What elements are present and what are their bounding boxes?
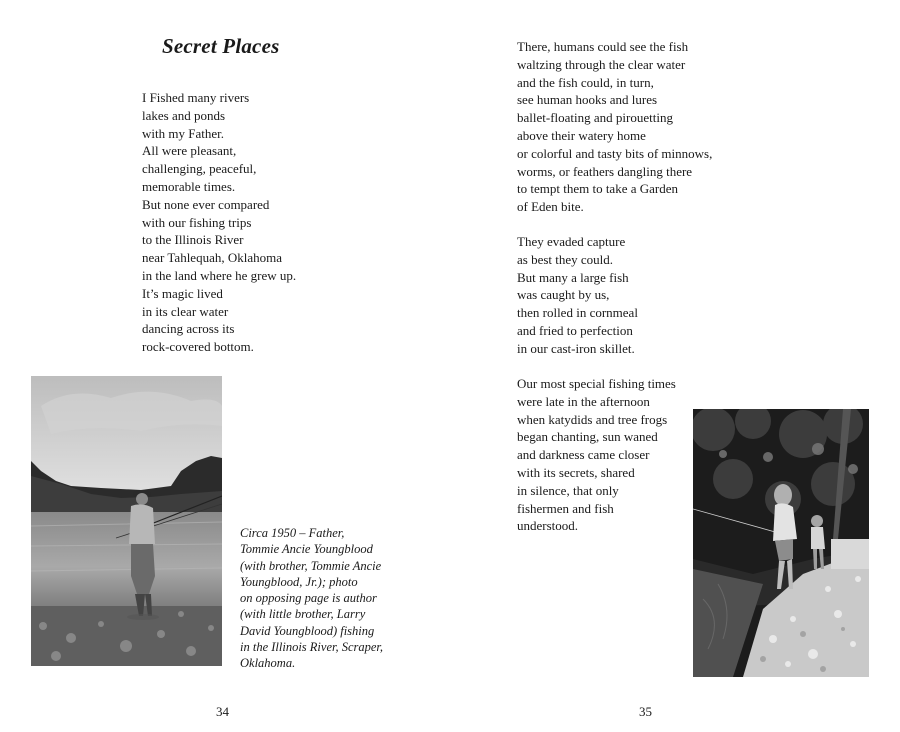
poem-line: and fried to perfection	[517, 322, 633, 338]
photo-children-fishing	[693, 409, 869, 677]
poem-stanza-left	[142, 89, 296, 356]
poem-title: Secret Places	[162, 34, 280, 58]
poem-line: were late in the afternoon	[517, 393, 650, 409]
poem-line: Our most special fishing times	[517, 376, 676, 391]
poem-line: dancing across its	[142, 321, 235, 337]
poem-line: All were pleasant,	[142, 143, 237, 159]
photo-father-fishing-image	[31, 376, 222, 666]
caption-line: on opposing page is author	[240, 591, 377, 606]
poem-line: They evaded capture	[517, 234, 626, 249]
poem-line: to the Illinois River	[142, 232, 244, 248]
photo-father-fishing	[31, 376, 222, 666]
poem-line: But many a large fish	[517, 269, 629, 285]
poem-line: in the land where he grew up.	[142, 267, 297, 283]
poem-line: lakes and ponds	[142, 107, 226, 123]
poem-stanza-right-2	[517, 233, 638, 358]
poem-line: see human hooks and lures	[517, 92, 658, 108]
poem-line: But none ever compared	[142, 196, 270, 212]
poem-line: began chanting, sun waned	[517, 429, 658, 445]
poem-line: was caught by us,	[517, 287, 610, 303]
poem-line: It’s magic lived	[142, 285, 223, 301]
photo-caption	[240, 525, 383, 672]
poem-line: ballet-floating and pirouetting	[517, 110, 673, 126]
poem-line: then rolled in cornmeal	[517, 305, 638, 321]
poem-line: There, humans could see the fish	[517, 39, 689, 54]
poem-line: with my Father.	[142, 125, 224, 141]
poem-line: fishermen and fish	[517, 500, 614, 516]
poem-line: near Tahlequah, Oklahoma	[142, 250, 282, 266]
caption-line: in the Illinois River, Scraper,	[240, 640, 384, 655]
photo-children-fishing-image	[693, 409, 869, 677]
right-page	[450, 0, 900, 732]
poem-line: as best they could.	[517, 251, 614, 267]
poem-line: to tempt them to take a Garden	[517, 181, 679, 197]
poem-line: in silence, that only	[517, 482, 619, 498]
poem-line: and darkness came closer	[517, 447, 650, 463]
page-number-left: 34	[216, 704, 229, 719]
poem-line: memorable times.	[142, 178, 236, 194]
caption-line: Youngblood, Jr.); photo	[240, 574, 358, 589]
caption-line: (with brother, Tommie Ancie	[240, 558, 382, 573]
caption-line: David Youngblood) fishing	[240, 623, 375, 638]
caption-line: Oklahoma.	[240, 656, 296, 671]
poem-line: I Fished many rivers	[142, 90, 250, 105]
poem-stanza-right-1	[517, 38, 712, 216]
poem-line: with our fishing trips	[142, 214, 252, 230]
poem-line: understood.	[517, 518, 579, 534]
poem-line: worms, or feathers dangling there	[517, 163, 693, 179]
poem-line: with its secrets, shared	[517, 464, 635, 480]
poem-line: in our cast-iron skillet.	[517, 340, 635, 356]
poem-line: rock-covered bottom.	[142, 339, 254, 355]
poem-line: of Eden bite.	[517, 199, 584, 215]
caption-line: Circa 1950 – Father,	[240, 526, 345, 540]
poem-line: above their watery home	[517, 127, 646, 143]
poem-line: when katydids and tree frogs	[517, 411, 668, 427]
poem-line: challenging, peaceful,	[142, 161, 257, 177]
page-number-right: 35	[639, 704, 652, 719]
poem-stanza-right-3	[517, 375, 676, 535]
poem-line: or colorful and tasty bits of minnows,	[517, 145, 713, 161]
caption-line: Tommie Ancie Youngblood	[240, 542, 373, 557]
poem-line: waltzing through the clear water	[517, 56, 686, 72]
poem-line: and the fish could, in turn,	[517, 74, 654, 90]
caption-line: (with little brother, Larry	[240, 607, 366, 622]
poem-line: in its clear water	[142, 303, 229, 319]
